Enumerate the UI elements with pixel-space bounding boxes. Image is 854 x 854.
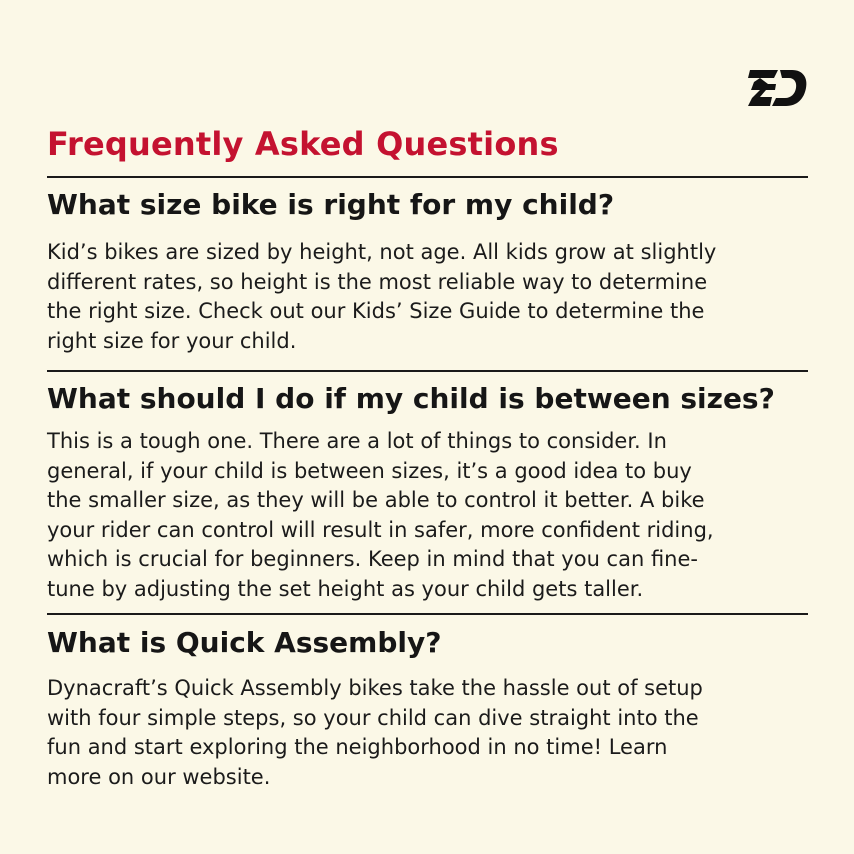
- divider: [47, 613, 808, 615]
- divider: [47, 176, 808, 178]
- answer-line: This is a tough one. There are a lot of things to consider. In: [47, 429, 667, 453]
- answer-line: with four simple steps, so your child can dive straight into the: [47, 705, 699, 730]
- answer-line: right size for your child.: [47, 328, 297, 353]
- faq-answer-between-sizes: [47, 427, 714, 604]
- answer-line: which is crucial for beginners. Keep in mind that you can fine-: [47, 547, 698, 571]
- answer-line: the smaller size, as they will be able to control it better. A bike: [47, 488, 705, 512]
- answer-line: different rates, so height is the most reliable way to determine: [47, 269, 708, 294]
- faq-question-quick-assembly: What is Quick Assembly?: [47, 626, 442, 659]
- answer-line: more on our website.: [47, 764, 271, 789]
- answer-line: tune by adjusting the set height as your child gets taller.: [47, 576, 644, 601]
- divider: [47, 370, 808, 372]
- answer-line: general, if your child is between sizes, it’s a good idea to buy: [47, 458, 692, 483]
- answer-line: fun and start exploring the neighborhood in no time! Learn: [47, 735, 668, 759]
- faq-answer-bike-size: [47, 238, 716, 356]
- answer-line: Dynacraft’s Quick Assembly bikes take the hassle out of setup: [47, 676, 703, 700]
- faq-answer-quick-assembly: [47, 674, 703, 792]
- faq-question-between-sizes: What should I do if my child is between sizes?: [47, 382, 775, 415]
- answer-line: your rider can control will result in safer, more confident riding,: [47, 517, 714, 542]
- answer-line: Kid’s bikes are sized by height, not age. All kids grow at slightly: [47, 240, 717, 264]
- faq-question-bike-size: What size bike is right for my child?: [47, 188, 615, 221]
- page-title: Frequently Asked Questions: [47, 125, 559, 163]
- answer-line: the right size. Check out our Kids’ Size Guide to determine the: [47, 299, 705, 323]
- 3d-brand-logo-icon: [748, 68, 808, 108]
